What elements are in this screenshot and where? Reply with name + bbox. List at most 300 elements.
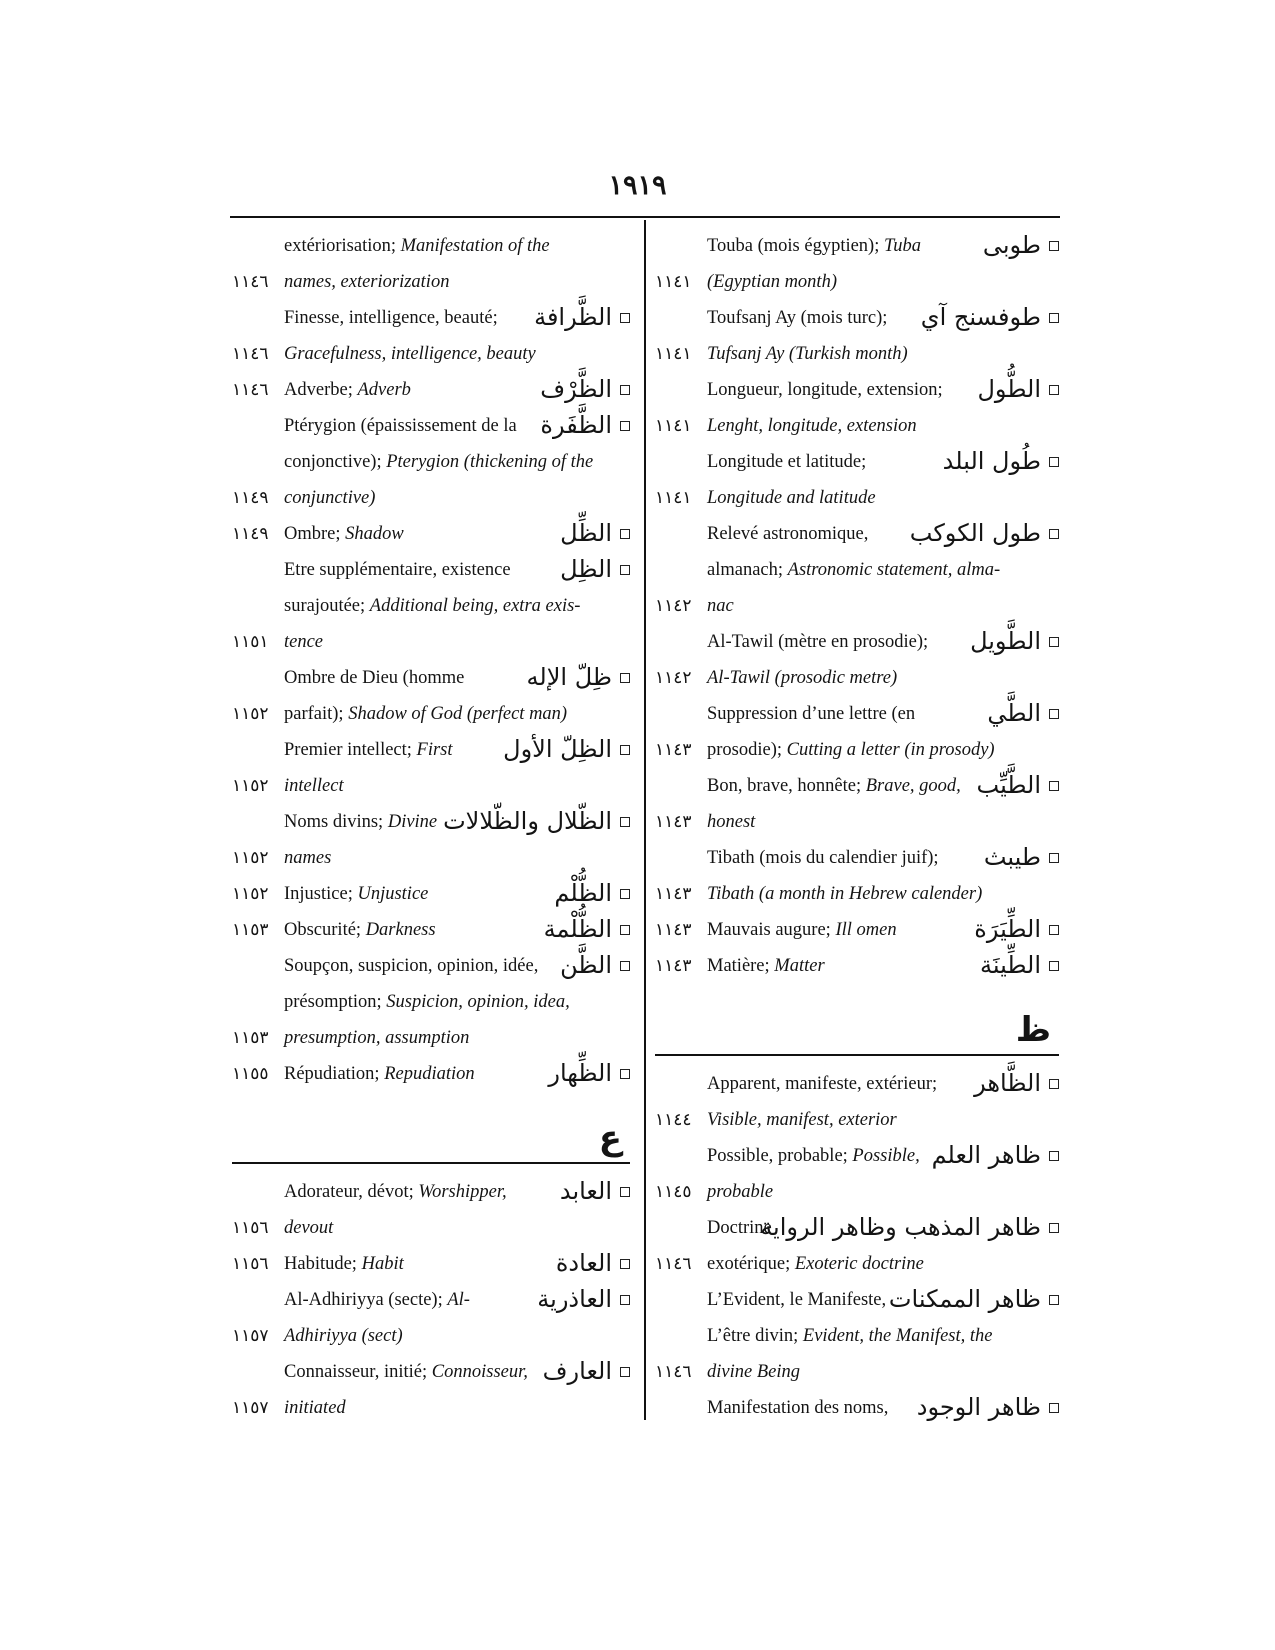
french-definition: Longueur, longitude, extension; xyxy=(707,380,943,400)
entry-definition xyxy=(707,308,887,329)
entry-line xyxy=(655,770,1059,806)
arabic-term: الظّلال والظّلالات xyxy=(443,807,612,835)
french-definition: Matière; xyxy=(707,956,775,976)
arabic-headword xyxy=(970,627,1059,655)
left-entries-top xyxy=(232,230,630,1094)
bullet-square-icon xyxy=(1049,853,1059,863)
entry-line xyxy=(232,878,630,914)
entry-line xyxy=(655,554,1059,590)
right-column xyxy=(655,230,1059,1430)
english-definition: names xyxy=(284,848,332,868)
entry-line xyxy=(655,914,1059,950)
entry-page-ref: ١١٥٢ xyxy=(232,776,269,795)
french-definition: Al-Adhiriyya (secte); xyxy=(284,1290,448,1310)
english-definition: devout xyxy=(284,1218,334,1238)
english-definition: tence xyxy=(284,632,324,652)
entry-page-ref: ١١٥٧ xyxy=(232,1398,269,1417)
entry-line xyxy=(655,590,1059,626)
entry-definition xyxy=(707,920,897,941)
entry-definition xyxy=(707,416,917,437)
arabic-headword xyxy=(917,1393,1059,1421)
bullet-square-icon xyxy=(1049,241,1059,251)
french-definition: Relevé astronomique, xyxy=(707,524,869,544)
top-rule xyxy=(230,216,1060,218)
arabic-headword xyxy=(983,231,1059,259)
bullet-square-icon xyxy=(620,1295,630,1305)
english-definition: Repudiation xyxy=(384,1064,475,1084)
english-definition: honest xyxy=(707,812,756,832)
entry-definition xyxy=(284,380,411,401)
arabic-headword xyxy=(977,375,1059,403)
entry-line xyxy=(232,1392,630,1428)
entry-definition xyxy=(284,1290,470,1311)
arabic-headword xyxy=(977,771,1059,799)
entry-definition xyxy=(707,1362,800,1383)
entry-definition xyxy=(284,956,538,977)
entry-line xyxy=(655,698,1059,734)
entry-definition xyxy=(284,1398,346,1419)
entry-page-ref: ١١٤١ xyxy=(655,272,692,291)
entry-definition xyxy=(284,848,331,869)
arabic-term: الظَّرْف xyxy=(540,375,612,403)
french-definition: Al-Tawil (mètre en prosodie); xyxy=(707,632,929,652)
entry-definition xyxy=(707,272,837,293)
left-column xyxy=(232,230,630,1430)
right-section-head xyxy=(655,1010,1059,1054)
arabic-headword xyxy=(560,519,630,547)
entry-line xyxy=(232,806,630,842)
entry-line xyxy=(655,1284,1059,1320)
french-definition: Ombre; xyxy=(284,524,346,544)
entry-definition xyxy=(707,632,928,653)
arabic-term: الظَّاهر xyxy=(974,1069,1041,1097)
entry-page-ref: ١١٥٦ xyxy=(232,1218,269,1237)
french-definition: Apparent, manifeste, extérieur; xyxy=(707,1074,938,1094)
entry-line xyxy=(232,338,630,374)
entry-page-ref: ١١٥٣ xyxy=(232,1028,269,1047)
entry-definition xyxy=(707,1290,886,1311)
entry-line xyxy=(655,1176,1059,1212)
arabic-headword xyxy=(943,447,1059,475)
entry-page-ref: ١١٤٣ xyxy=(655,956,692,975)
bullet-square-icon xyxy=(620,313,630,323)
entry-definition xyxy=(284,812,437,833)
english-definition: Lenght, longitude, extension xyxy=(707,416,917,436)
english-definition: divine Being xyxy=(707,1362,800,1382)
entry-line xyxy=(232,1320,630,1356)
french-definition: Toufsanj Ay (mois turc); xyxy=(707,308,888,328)
entry-line xyxy=(655,482,1059,518)
entry-line xyxy=(232,770,630,806)
entry-line xyxy=(655,806,1059,842)
entry-definition xyxy=(284,524,404,545)
bullet-square-icon xyxy=(1049,1151,1059,1161)
bullet-square-icon xyxy=(1049,529,1059,539)
entry-line xyxy=(232,950,630,986)
french-definition: Tibath (mois du calendier juif); xyxy=(707,848,939,868)
entry-page-ref: ١١٥٢ xyxy=(232,848,269,867)
entry-line xyxy=(232,698,630,734)
entry-line xyxy=(655,1068,1059,1104)
bullet-square-icon xyxy=(620,565,630,575)
french-definition: conjonctive); xyxy=(284,452,387,472)
arabic-headword xyxy=(910,519,1059,547)
english-definition: Ill omen xyxy=(835,920,897,940)
entry-line xyxy=(655,734,1059,770)
entry-line xyxy=(655,266,1059,302)
english-definition: Gracefulness, intelligence, beauty xyxy=(284,344,536,364)
french-definition: Doctrine xyxy=(707,1218,772,1238)
french-definition: Habitude; xyxy=(284,1254,362,1274)
entry-line xyxy=(232,1212,630,1248)
arabic-headword xyxy=(974,1069,1059,1097)
english-definition: Brave, good, xyxy=(865,776,961,796)
entry-page-ref: ١١٥٦ xyxy=(232,1254,269,1273)
english-definition: Al-Tawil (prosodic metre) xyxy=(707,668,898,688)
french-definition: almanach; xyxy=(707,560,788,580)
entry-line xyxy=(232,734,630,770)
arabic-term: الطَّي xyxy=(987,699,1041,727)
arabic-term: العادة xyxy=(555,1249,612,1277)
bullet-square-icon xyxy=(620,529,630,539)
entry-definition xyxy=(707,848,939,869)
entry-line xyxy=(232,1248,630,1284)
french-definition: Répudiation; xyxy=(284,1064,385,1084)
entry-line xyxy=(232,446,630,482)
entry-definition xyxy=(707,1326,992,1347)
entry-definition xyxy=(707,524,868,545)
entry-definition xyxy=(707,560,1000,581)
entry-line xyxy=(655,950,1059,986)
entry-definition xyxy=(707,776,961,797)
entry-line xyxy=(655,1140,1059,1176)
english-definition: Visible, manifest, exterior xyxy=(707,1110,897,1130)
entry-definition xyxy=(284,308,498,329)
french-definition: Ombre de Dieu (homme xyxy=(284,668,465,688)
entry-line xyxy=(232,410,630,446)
english-definition: Exoteric doctrine xyxy=(794,1254,924,1274)
french-definition: Etre supplémentaire, existence xyxy=(284,560,511,580)
entry-line xyxy=(655,230,1059,266)
entry-definition xyxy=(284,236,550,257)
french-definition: exotérique; xyxy=(707,1254,795,1274)
entry-page-ref: ١١٥٧ xyxy=(232,1326,269,1345)
english-definition: Evident, the Manifest, the xyxy=(802,1326,993,1346)
bullet-square-icon xyxy=(1049,925,1059,935)
entry-page-ref: ١١٤٣ xyxy=(655,884,692,903)
entry-definition xyxy=(707,344,908,365)
french-definition: extériorisation; xyxy=(284,236,401,256)
entry-definition xyxy=(284,344,536,365)
english-definition: Adhiriyya (sect) xyxy=(284,1326,403,1346)
entry-definition xyxy=(707,812,755,833)
arabic-term: الطِّينَة xyxy=(979,951,1041,979)
french-definition: Soupçon, suspicion, opinion, idée, xyxy=(284,956,539,976)
entry-line xyxy=(232,1356,630,1392)
english-definition: First xyxy=(416,740,453,760)
bullet-square-icon xyxy=(620,385,630,395)
arabic-term: الطِّيَرَة xyxy=(974,915,1041,943)
entry-line xyxy=(655,878,1059,914)
entry-line xyxy=(232,1058,630,1094)
arabic-headword xyxy=(537,1285,630,1313)
arabic-headword xyxy=(443,807,630,835)
entry-line xyxy=(232,302,630,338)
english-definition: Al- xyxy=(447,1290,470,1310)
arabic-headword xyxy=(760,1213,1059,1241)
english-definition: Connoisseur, xyxy=(431,1362,528,1382)
section-letter-za: ظ xyxy=(1015,1010,1051,1050)
entry-line xyxy=(232,482,630,518)
french-definition: Obscurité; xyxy=(284,920,366,940)
arabic-headword xyxy=(556,1249,630,1277)
entry-definition xyxy=(707,596,734,617)
arabic-headword xyxy=(560,555,630,583)
french-definition: Mauvais augure; xyxy=(707,920,836,940)
english-definition: Tuba xyxy=(884,236,922,256)
english-definition: intellect xyxy=(284,776,344,796)
bullet-square-icon xyxy=(1049,313,1059,323)
english-definition: Divine xyxy=(387,812,438,832)
entry-line xyxy=(655,1320,1059,1356)
entry-definition xyxy=(707,452,866,473)
entry-line xyxy=(655,1356,1059,1392)
bullet-square-icon xyxy=(1049,1295,1059,1305)
arabic-headword xyxy=(543,1357,630,1385)
entry-page-ref: ١١٥١ xyxy=(232,632,269,651)
entry-line xyxy=(232,986,630,1022)
english-definition: Cutting a letter (in prosody) xyxy=(786,740,995,760)
bullet-square-icon xyxy=(620,673,630,683)
entry-line xyxy=(232,662,630,698)
arabic-term: الظُّلْم xyxy=(554,879,612,907)
english-definition: Longitude and latitude xyxy=(707,488,876,508)
entry-page-ref: ١١٤٩ xyxy=(232,488,269,507)
entry-definition xyxy=(284,560,511,581)
english-definition: Shadow of God (perfect man) xyxy=(348,704,568,724)
english-definition: Shadow xyxy=(345,524,404,544)
entry-definition xyxy=(707,1146,920,1167)
entry-line xyxy=(232,230,630,266)
arabic-term: العابد xyxy=(559,1177,612,1205)
french-definition: Touba (mois égyptien); xyxy=(707,236,884,256)
arabic-term: الظِّل xyxy=(560,519,612,547)
french-definition: surajoutée; xyxy=(284,596,370,616)
english-definition: Additional being, extra exis- xyxy=(369,596,581,616)
arabic-headword xyxy=(889,1285,1059,1313)
entry-definition xyxy=(707,884,982,905)
entry-definition xyxy=(284,740,453,761)
arabic-term: العاذرية xyxy=(537,1285,612,1313)
arabic-headword xyxy=(503,735,630,763)
entry-definition xyxy=(707,740,995,761)
entry-line xyxy=(655,662,1059,698)
bullet-square-icon xyxy=(1049,781,1059,791)
entry-definition xyxy=(284,272,449,293)
entry-line xyxy=(655,518,1059,554)
arabic-term: طُول البلد xyxy=(942,447,1041,475)
arabic-term: الظَّفَرة xyxy=(540,411,612,439)
english-definition: Tufsanj Ay (Turkish month) xyxy=(707,344,908,364)
entry-line xyxy=(655,1104,1059,1140)
french-definition: Connaisseur, initié; xyxy=(284,1362,432,1382)
arabic-headword xyxy=(540,411,630,439)
arabic-headword xyxy=(554,879,630,907)
english-definition: (Egyptian month) xyxy=(707,272,837,292)
entry-line xyxy=(655,410,1059,446)
bullet-square-icon xyxy=(620,1187,630,1197)
entry-definition xyxy=(284,1254,404,1275)
entry-line xyxy=(655,1212,1059,1248)
entry-page-ref: ١١٤٣ xyxy=(655,740,692,759)
entry-page-ref: ١١٤٦ xyxy=(232,380,269,399)
entry-definition xyxy=(707,704,915,725)
entry-definition xyxy=(284,704,567,725)
entry-definition xyxy=(707,1398,888,1419)
entry-definition xyxy=(707,668,897,689)
entry-definition xyxy=(284,1326,403,1347)
arabic-headword xyxy=(974,915,1059,943)
french-definition: Adverbe; xyxy=(284,380,358,400)
left-entries-bottom xyxy=(232,1176,630,1428)
arabic-term: الظِلّ الأول xyxy=(503,735,612,763)
spacer xyxy=(655,1054,1059,1068)
entry-definition xyxy=(707,956,825,977)
entry-page-ref: ١١٤٦ xyxy=(232,344,269,363)
arabic-term: الظِّهار xyxy=(548,1059,612,1087)
french-definition: prosodie); xyxy=(707,740,787,760)
french-definition: Bon, brave, honnête; xyxy=(707,776,866,796)
entry-line xyxy=(232,914,630,950)
entry-line xyxy=(655,842,1059,878)
right-entries-top xyxy=(655,230,1059,986)
arabic-term: طيبث xyxy=(983,843,1041,871)
entry-definition xyxy=(284,992,570,1013)
entry-definition xyxy=(284,776,344,797)
bullet-square-icon xyxy=(620,925,630,935)
bullet-square-icon xyxy=(1049,1223,1059,1233)
bullet-square-icon xyxy=(620,1367,630,1377)
bullet-square-icon xyxy=(620,745,630,755)
english-definition: Worshipper, xyxy=(418,1182,507,1202)
entry-line xyxy=(232,590,630,626)
section-rule xyxy=(232,1162,630,1164)
bullet-square-icon xyxy=(1049,1079,1059,1089)
arabic-headword xyxy=(544,915,630,943)
french-definition: Injustice; xyxy=(284,884,358,904)
arabic-term: طوفسنج آي xyxy=(920,303,1041,331)
english-definition: Matter xyxy=(774,956,825,976)
entry-definition xyxy=(284,1182,507,1203)
entry-line xyxy=(232,374,630,410)
column-divider xyxy=(644,220,646,1420)
entry-line xyxy=(655,338,1059,374)
bullet-square-icon xyxy=(620,1259,630,1269)
entry-line xyxy=(232,842,630,878)
bullet-square-icon xyxy=(620,889,630,899)
entry-definition xyxy=(284,668,464,689)
french-definition: L’Evident, le Manifeste, xyxy=(707,1290,887,1310)
bullet-square-icon xyxy=(1049,637,1059,647)
arabic-term: العارف xyxy=(542,1357,612,1385)
entry-definition xyxy=(707,1254,924,1275)
entry-page-ref: ١١٥٣ xyxy=(232,920,269,939)
entry-definition xyxy=(707,1110,897,1131)
entry-definition xyxy=(707,236,921,257)
french-definition: Premier intellect; xyxy=(284,740,417,760)
arabic-term: ظِلّ الإله xyxy=(526,663,612,691)
french-definition: Suppression d’une lettre (en xyxy=(707,704,916,724)
english-definition: nac xyxy=(707,596,734,616)
english-definition: Pterygion (thickening of the xyxy=(386,452,594,472)
french-definition: présomption; xyxy=(284,992,387,1012)
entry-line xyxy=(232,518,630,554)
french-definition: Manifestation des noms, xyxy=(707,1398,889,1418)
entry-definition xyxy=(284,452,593,473)
entry-definition xyxy=(707,488,876,509)
arabic-term: الظَّن xyxy=(560,951,612,979)
english-definition: Adverb xyxy=(357,380,411,400)
french-definition: Adorateur, dévot; xyxy=(284,1182,419,1202)
entry-line xyxy=(232,554,630,590)
entry-page-ref: ١١٤٩ xyxy=(232,524,269,543)
arabic-term: ظاهر العلم xyxy=(931,1141,1041,1169)
entry-page-ref: ١١٤٦ xyxy=(232,272,269,291)
bullet-square-icon xyxy=(1049,709,1059,719)
entry-line xyxy=(655,374,1059,410)
bullet-square-icon xyxy=(620,961,630,971)
english-definition: Astronomic statement, alma- xyxy=(787,560,1001,580)
entry-definition xyxy=(284,416,517,437)
arabic-headword xyxy=(984,843,1059,871)
english-definition: conjunctive) xyxy=(284,488,376,508)
entry-page-ref: ١١٤١ xyxy=(655,416,692,435)
entry-page-ref: ١١٤٢ xyxy=(655,668,692,687)
entry-line xyxy=(232,1022,630,1058)
french-definition: Finesse, intelligence, beauté; xyxy=(284,308,498,328)
entry-definition xyxy=(284,1064,475,1085)
french-definition: L’être divin; xyxy=(707,1326,803,1346)
arabic-term: ظاهر الممكنات xyxy=(888,1285,1041,1313)
arabic-headword xyxy=(921,303,1059,331)
entry-page-ref: ١١٤٤ xyxy=(655,1110,692,1129)
arabic-term: الطُّول xyxy=(977,375,1041,403)
entry-page-ref: ١١٤٦ xyxy=(655,1362,692,1381)
entry-page-ref: ١١٤٣ xyxy=(655,920,692,939)
entry-definition xyxy=(707,380,943,401)
english-definition: Habit xyxy=(361,1254,404,1274)
bullet-square-icon xyxy=(1049,961,1059,971)
arabic-headword xyxy=(560,951,630,979)
english-definition: probable xyxy=(707,1182,774,1202)
entry-definition xyxy=(284,920,436,941)
page-number: ١٩١٩ xyxy=(608,170,667,200)
bullet-square-icon xyxy=(1049,457,1059,467)
entry-definition xyxy=(284,632,323,653)
entry-line xyxy=(232,626,630,662)
right-entries-bottom xyxy=(655,1068,1059,1428)
entry-page-ref: ١١٤٦ xyxy=(655,1254,692,1273)
bullet-square-icon xyxy=(620,1069,630,1079)
french-definition: Noms divins; xyxy=(284,812,388,832)
arabic-term: ظاهر الوجود xyxy=(916,1393,1041,1421)
entry-definition xyxy=(284,488,375,509)
entry-line xyxy=(655,626,1059,662)
arabic-term: الطَّويل xyxy=(970,627,1041,655)
arabic-headword xyxy=(560,1177,630,1205)
entry-line xyxy=(232,1176,630,1212)
entry-line xyxy=(232,266,630,302)
